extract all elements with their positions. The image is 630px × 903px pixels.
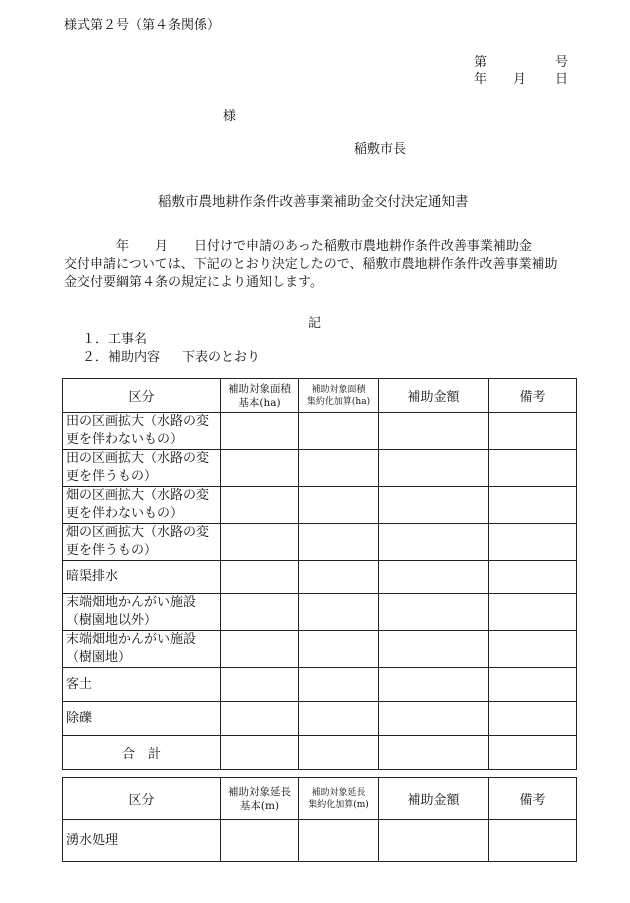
cell-length-basic[interactable]: [221, 820, 299, 862]
table-row: [63, 413, 577, 450]
header-length-basic: [221, 778, 299, 820]
row-label: 末端畑地かんがい施設（樹園地以外）: [63, 594, 221, 631]
addressee-suffix: 様: [223, 109, 237, 124]
table-row: [63, 668, 577, 702]
cell-amount[interactable]: [379, 820, 489, 862]
item-construction-name: １．工事名: [82, 332, 148, 347]
cell-remarks[interactable]: [489, 450, 577, 487]
doc-number-prefix: 第: [474, 55, 488, 70]
form-label: 様式第２号（第４条関係）: [64, 18, 221, 33]
cell-total-area-basic[interactable]: [221, 736, 299, 770]
header-area-consolidation: [299, 379, 379, 413]
table-header-row: [63, 778, 577, 820]
header-amount: 補助金額: [379, 379, 489, 413]
header-remarks: 備考: [489, 778, 577, 820]
cell-area-consolidation[interactable]: [299, 561, 379, 594]
row-label: 畑の区画拡大（水路の変更を伴うもの）: [63, 524, 221, 561]
cell-area-basic[interactable]: [221, 668, 299, 702]
cell-area-consolidation[interactable]: [299, 594, 379, 631]
row-label: 湧水処理: [63, 820, 221, 862]
header-length-basic-line1: 補助対象延長: [228, 785, 291, 798]
body-line: 金交付要綱第４条の規定により通知します。: [64, 275, 323, 290]
header-remarks: 備考: [489, 379, 577, 413]
cell-amount[interactable]: [379, 631, 489, 668]
cell-amount[interactable]: [379, 413, 489, 450]
header-area-cons-line2: 集約化加算(ha): [306, 396, 371, 407]
table-row: [63, 561, 577, 594]
body-line: 年 月 日付けで申請のあった稲敷市農地耕作条件改善事業補助金: [64, 239, 532, 254]
date-year-label: 年: [474, 72, 488, 87]
header-category: 区分: [63, 778, 221, 820]
cell-remarks[interactable]: [489, 413, 577, 450]
row-label: 田の区画拡大（水路の変更を伴うもの）: [63, 450, 221, 487]
cell-remarks[interactable]: [489, 487, 577, 524]
cell-area-consolidation[interactable]: [299, 668, 379, 702]
cell-amount[interactable]: [379, 524, 489, 561]
cell-remarks[interactable]: [489, 561, 577, 594]
table-row: [63, 487, 577, 524]
table-row: [63, 524, 577, 561]
table-header-row: [63, 379, 577, 413]
row-label: 除礫: [63, 702, 221, 736]
header-category: 区分: [63, 379, 221, 413]
doc-number-suffix: 号: [555, 55, 569, 70]
body-paragraph: [64, 238, 584, 292]
cell-area-consolidation[interactable]: [299, 524, 379, 561]
cell-remarks[interactable]: [489, 702, 577, 736]
row-label: 田の区画拡大（水路の変更を伴わないもの）: [63, 413, 221, 450]
table-row: [63, 450, 577, 487]
cell-area-basic[interactable]: [221, 702, 299, 736]
cell-amount[interactable]: [379, 561, 489, 594]
cell-area-consolidation[interactable]: [299, 631, 379, 668]
cell-total-amount[interactable]: [379, 736, 489, 770]
header-area-basic: [221, 379, 299, 413]
cell-area-basic[interactable]: [221, 631, 299, 668]
cell-remarks[interactable]: [489, 594, 577, 631]
body-line: 交付申請については、下記のとおり決定したので、稲敷市農地耕作条件改善事業補助: [64, 257, 558, 272]
header-area-cons-line1: 補助対象面積: [311, 384, 366, 395]
date-day-label: 日: [555, 72, 569, 87]
cell-area-consolidation[interactable]: [299, 413, 379, 450]
table-total-row: [63, 736, 577, 770]
cell-amount[interactable]: [379, 594, 489, 631]
cell-length-consolidation[interactable]: [299, 820, 379, 862]
header-length-consolidation: [299, 778, 379, 820]
table-row: [63, 820, 577, 862]
header-amount: 補助金額: [379, 778, 489, 820]
row-label: 暗渠排水: [63, 561, 221, 594]
table-row: [63, 594, 577, 631]
cell-remarks[interactable]: [489, 524, 577, 561]
cell-area-basic[interactable]: [221, 413, 299, 450]
header-area-basic-line1: 補助対象面積: [228, 382, 291, 395]
item-subsidy-note: 下表のとおり: [182, 350, 261, 365]
table-row: [63, 631, 577, 668]
sender-name: 稲敷市長: [354, 142, 407, 157]
cell-amount[interactable]: [379, 702, 489, 736]
cell-area-consolidation[interactable]: [299, 702, 379, 736]
cell-amount[interactable]: [379, 668, 489, 702]
document-title: 稲敷市農地耕作条件改善事業補助金交付決定通知書: [158, 194, 469, 210]
subsidy-area-table: [62, 378, 577, 770]
row-label: 末端畑地かんがい施設（樹園地）: [63, 631, 221, 668]
cell-total-remarks[interactable]: [489, 736, 577, 770]
ki-heading: 記: [308, 316, 322, 331]
total-label: 合 計: [63, 736, 221, 770]
cell-amount[interactable]: [379, 487, 489, 524]
row-label: 客土: [63, 668, 221, 702]
cell-remarks[interactable]: [489, 668, 577, 702]
cell-area-basic[interactable]: [221, 487, 299, 524]
cell-area-basic[interactable]: [221, 594, 299, 631]
item-subsidy-content: ２．補助内容: [82, 350, 161, 365]
cell-remarks[interactable]: [489, 631, 577, 668]
cell-area-consolidation[interactable]: [299, 450, 379, 487]
date-month-label: 月: [513, 72, 527, 87]
cell-area-basic[interactable]: [221, 561, 299, 594]
cell-amount[interactable]: [379, 450, 489, 487]
row-label: 畑の区画拡大（水路の変更を伴わないもの）: [63, 487, 221, 524]
cell-total-area-consolidation[interactable]: [299, 736, 379, 770]
header-length-cons-line2: 集約化加算(m): [308, 799, 369, 810]
subsidy-length-table: [62, 777, 577, 862]
header-length-cons-line1: 補助対象延長: [311, 787, 366, 798]
table-row: [63, 702, 577, 736]
header-length-basic-line2: 基本(m): [239, 799, 280, 812]
cell-remarks[interactable]: [489, 820, 577, 862]
header-area-basic-line2: 基本(ha): [238, 396, 281, 409]
cell-area-basic[interactable]: [221, 524, 299, 561]
cell-area-consolidation[interactable]: [299, 487, 379, 524]
cell-area-basic[interactable]: [221, 450, 299, 487]
